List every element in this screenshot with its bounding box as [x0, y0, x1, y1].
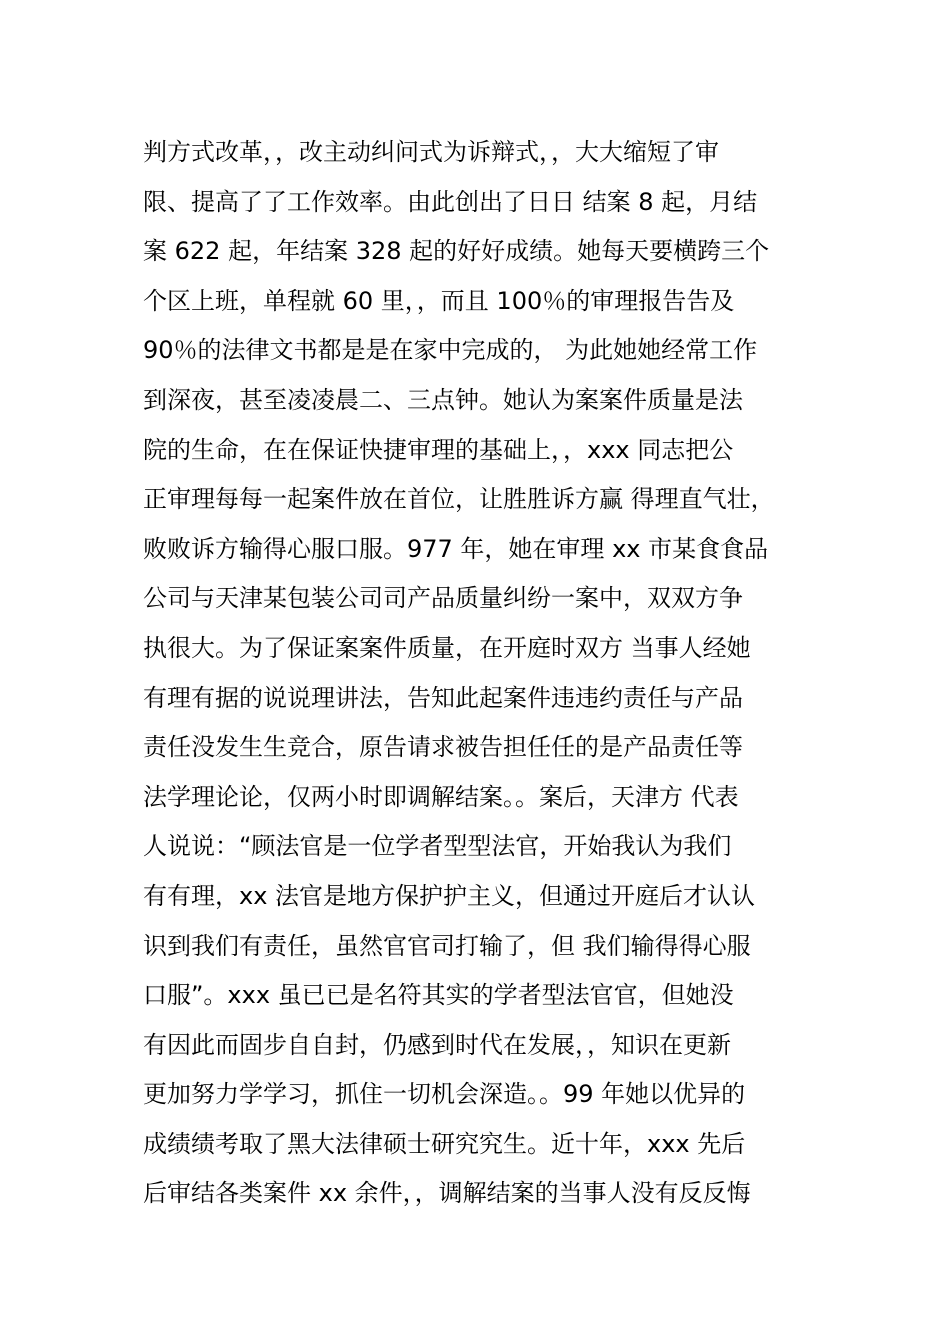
text-line: 法学理论论，仅两小时即调解结案。。案后，天津方 代表	[143, 782, 739, 811]
text-line: 人说说：“顾法官是一位学者型型法官，开始我认为我们	[143, 832, 732, 861]
text-line: 90％的法律文书都是是在家中完成的， 为此她她经常工作	[143, 336, 758, 365]
text-line: 执很大。为了保证案案件质量，在开庭时双方 当事人经她	[143, 633, 751, 662]
text-line: 败败诉方输得心服口服。977 年，她在审理 xx 市某食食品	[143, 534, 769, 563]
text-line: 责任没发生生竞合，原告请求被告担任任的是产品责任等	[143, 733, 743, 762]
text-line: 到深夜，甚至凌凌晨二、三点钟。她认为案案件质量是法	[143, 385, 743, 414]
text-line: 识到我们有责任，虽然官官司打输了，但 我们输得得心服	[143, 931, 751, 960]
text-line: 限、提高了了工作效率。由此创出了日日 结案 8 起，月结	[143, 187, 758, 216]
text-line: 有有理，xx 法官是地方保护护主义，但通过开庭后才认认	[143, 881, 756, 910]
text-line: 公司与天津某包装公司司产品质量纠纷一案中，双双方争	[143, 584, 743, 613]
body-paragraph	[143, 128, 843, 1219]
text-line: 个区上班，单程就 60 里，，而且 100％的审理报告告及	[143, 286, 735, 315]
text-line: 成绩绩考取了黑大法律硕士研究究生。近十年，xxx 先后	[143, 1129, 746, 1158]
text-line: 判方式改革，，改主动纠问式为诉辩式，，大大缩短了审	[143, 138, 719, 166]
text-line: 院的生命，在在保证快捷审理的基础上，，xxx 同志把公	[143, 435, 734, 464]
text-line: 口服”。xxx 虽已已是名符其实的学者型法官官，但她没	[143, 981, 734, 1010]
text-line: 更加努力学学习，抓住一切机会深造。。99 年她以优异的	[143, 1080, 746, 1109]
text-line: 有理有据的说说理讲法，告知此起案件违违约责任与产品	[143, 683, 743, 712]
text-line: 后审结各类案件 xx 余件，，调解结案的当事人没有反反悔	[143, 1179, 751, 1208]
text-line: 正审理每每一起案件放在首位，让胜胜诉方赢 得理直气壮，	[143, 485, 775, 514]
text-line: 有因此而固步自自封，仍感到时代在发展，，知识在更新	[143, 1030, 731, 1059]
text-line: 案 622 起，年结案 328 起的好好成绩。她每天要横跨三个	[143, 237, 770, 266]
